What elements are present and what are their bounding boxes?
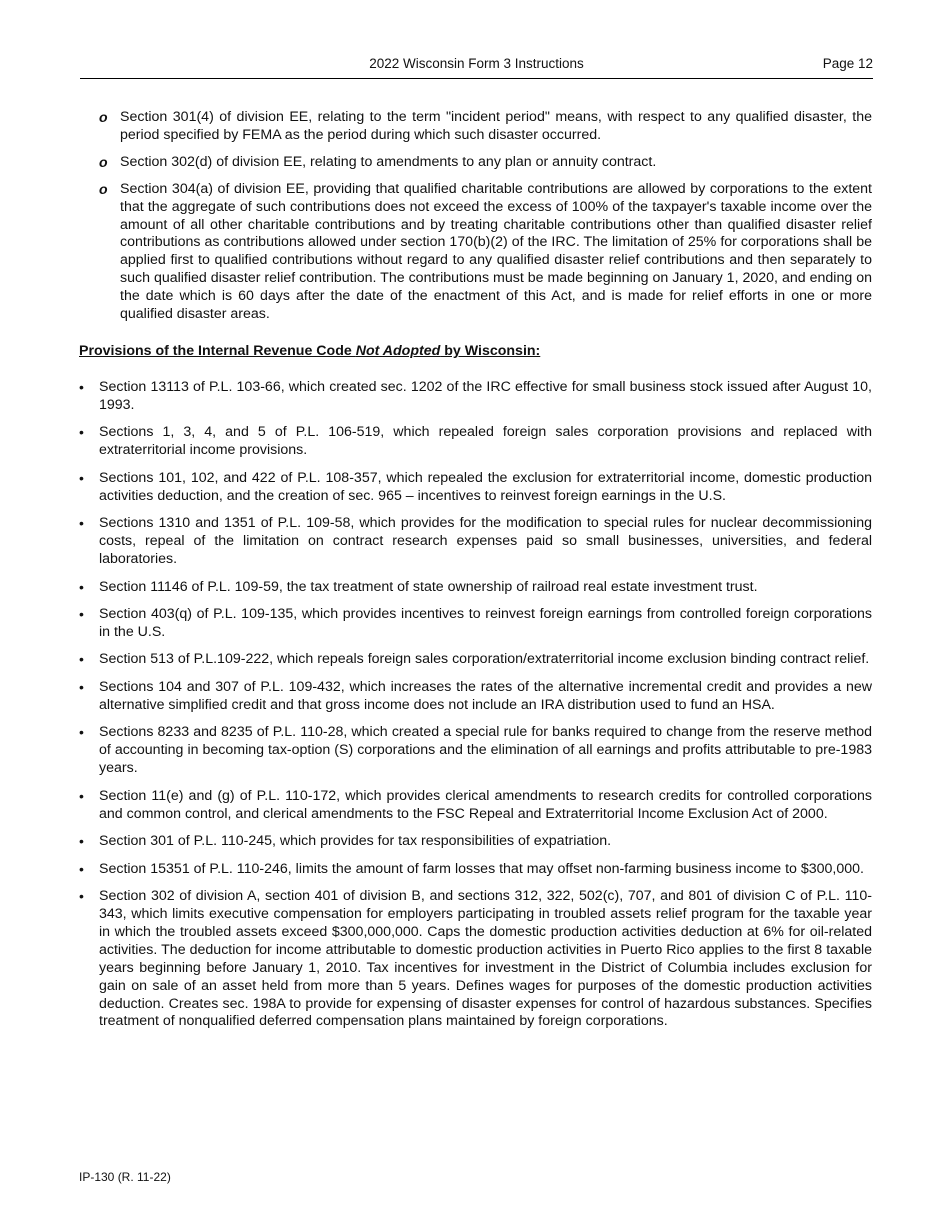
- list-item: [79, 515, 872, 569]
- bullet-icon: •: [79, 651, 84, 668]
- bullet-icon: •: [79, 379, 84, 395]
- heading-emphasis: Not Adopted: [355, 343, 441, 359]
- sub-bullet-icon: o: [99, 153, 108, 170]
- sub-list-item: [99, 109, 872, 145]
- list-item-text: Sections 1, 3, 4, and 5 of P.L. 106-519, which repealed foreign sales corporation provisions and replaced with extraterritorial income provisions.: [99, 424, 872, 459]
- list-item: [79, 788, 872, 824]
- list-item: [79, 606, 872, 642]
- bullet-icon: •: [79, 888, 84, 905]
- list-item: [79, 888, 872, 1031]
- sub-bullet-icon: o: [99, 109, 108, 125]
- sub-item-text: Section 301(4) of division EE, relating to the term "incident period" means, with respect to any qualified disaster, the period specified by FEMA as the period during which such disaster occurred.: [120, 109, 872, 143]
- bullet-icon: •: [79, 424, 84, 441]
- list-item: [79, 579, 872, 597]
- list-item-text: Sections 101, 102, and 422 of P.L. 108-357, which repealed the exclusion for extraterritorial income, domestic production activities deduction, and the creation of sec. 965 – incentives to reinvest foreign earnings in the U.S.: [99, 469, 872, 504]
- list-item-text: Section 302 of division A, section 401 of division B, and sections 312, 322, 502(c), 707, and 801 of division C of P.L. 110-343, which limits executive compensation for employers participating in troubled assets relief program for the taxable year in which the troubled assets exceed $300,000,000. Caps the domestic production activities deduction at 6% for oil-related activities. The deduction for income attributable to domestic production activities in Puerto Rico applies to the first 8 taxable years beginning before January 1, 2010. Tax incentives for investment in the District of Columbia includes exclusion for gain on sale of an asset held from more than 5 years. Defines wages for purposes of the domestic production activities deduction. Creates sec. 198A to provide for expensing of disaster expenses for control of hazardous substances. Specifies treatment of nonqualified deferred compensation plans maintained by foreign corporations.: [99, 888, 872, 1030]
- list-item-text: Section 403(q) of P.L. 109-135, which provides incentives to reinvest foreign earnings from controlled foreign corporations in the U.S.: [99, 606, 872, 640]
- list-item-text: Sections 8233 and 8235 of P.L. 110-28, which created a special rule for banks required to change from the reserve method of accounting in becoming tax-option (S) corporations and the elimination of all earnings and profits attributable to pre-1983 years.: [99, 724, 872, 777]
- list-item: [79, 379, 872, 415]
- heading-text-end: by Wisconsin:: [440, 343, 541, 359]
- page-number: Page 12: [822, 56, 873, 71]
- bullet-icon: •: [79, 860, 84, 877]
- list-item: [79, 861, 872, 879]
- list-item-text: Sections 1310 and 1351 of P.L. 109-58, which provides for the modification to special rules for nuclear decommissioning costs, repeal of the limitation on contract research expenses paid so small businesses, universities, and federal laboratories.: [99, 515, 872, 568]
- provisions-list: [79, 379, 872, 1041]
- page-header: [80, 54, 873, 79]
- section-heading: [79, 343, 540, 359]
- bullet-icon: •: [79, 724, 84, 741]
- list-item-text: Section 513 of P.L.109-222, which repeals foreign sales corporation/extraterritorial income exclusion binding contract relief.: [99, 651, 870, 668]
- list-item: [79, 724, 872, 778]
- sub-item-text: Section 304(a) of division EE, providing that qualified charitable contributions are allowed by corporations to the extent that the aggregate of such contributions does not exceed the excess of 100% of the taxpayer's taxable income over the amount of all other charitable contributions and by treating charitable contributions other than qualified disaster relief contributions as contributions allowed under section 170(b)(2) of the IRC. The limitation of 25% for corporations shall be applied first to qualified contributions without regard to any qualified disaster relief contributions and then separately to such qualified disaster relief contribution. The contributions must be made beginning on January 1, 2020, and ending on the date which is 60 days after the date of the enactment of this Act, and is made for relief efforts in one or more qualified disaster areas.: [120, 180, 872, 323]
- sub-bullet-icon: o: [99, 180, 108, 197]
- list-item: [79, 424, 872, 460]
- list-item-text: Section 11146 of P.L. 109-59, the tax treatment of state ownership of railroad real estate investment trust.: [99, 578, 758, 595]
- list-item: [79, 833, 872, 851]
- bullet-icon: •: [79, 787, 84, 804]
- bullet-icon: •: [79, 606, 84, 623]
- list-item: [79, 679, 872, 715]
- sub-list-item: [99, 181, 872, 324]
- list-item-text: Section 11(e) and (g) of P.L. 110-172, which provides clerical amendments to research credits for controlled corporations and common control, and clerical amendments to the FSC Repeal and Extraterritorial Income Exclusion Act of 2000.: [99, 787, 872, 822]
- page-footer: [79, 1170, 171, 1184]
- list-item: [79, 470, 872, 506]
- bullet-icon: •: [79, 678, 84, 695]
- bullet-icon: •: [79, 515, 84, 532]
- sub-item-list: [99, 109, 872, 333]
- bullet-icon: •: [79, 578, 84, 595]
- document-title: 2022 Wisconsin Form 3 Instructions: [369, 56, 584, 71]
- list-item-text: Section 301 of P.L. 110-245, which provides for tax responsibilities of expatriation.: [99, 833, 612, 850]
- list-item-text: Section 13113 of P.L. 103-66, which created sec. 1202 of the IRC effective for small business stock issued after August 10, 1993.: [99, 379, 872, 413]
- bullet-icon: •: [79, 833, 84, 850]
- list-item-text: Sections 104 and 307 of P.L. 109-432, which increases the rates of the alternative incremental credit and provides a new alternative simplified credit and that gross income does not include an IRA distribution used to fund an HSA.: [99, 678, 872, 713]
- sub-list-item: [99, 154, 872, 172]
- sub-item-text: Section 302(d) of division EE, relating to amendments to any plan or annuity contract.: [120, 153, 657, 170]
- form-id: IP-130 (R. 11-22): [79, 1170, 171, 1184]
- list-item: [79, 651, 872, 669]
- list-item-text: Section 15351 of P.L. 110-246, limits the amount of farm losses that may offset non-farming business income to $300,000.: [99, 860, 864, 877]
- bullet-icon: •: [79, 469, 84, 486]
- heading-text-start: Provisions of the Internal Revenue Code: [79, 343, 356, 359]
